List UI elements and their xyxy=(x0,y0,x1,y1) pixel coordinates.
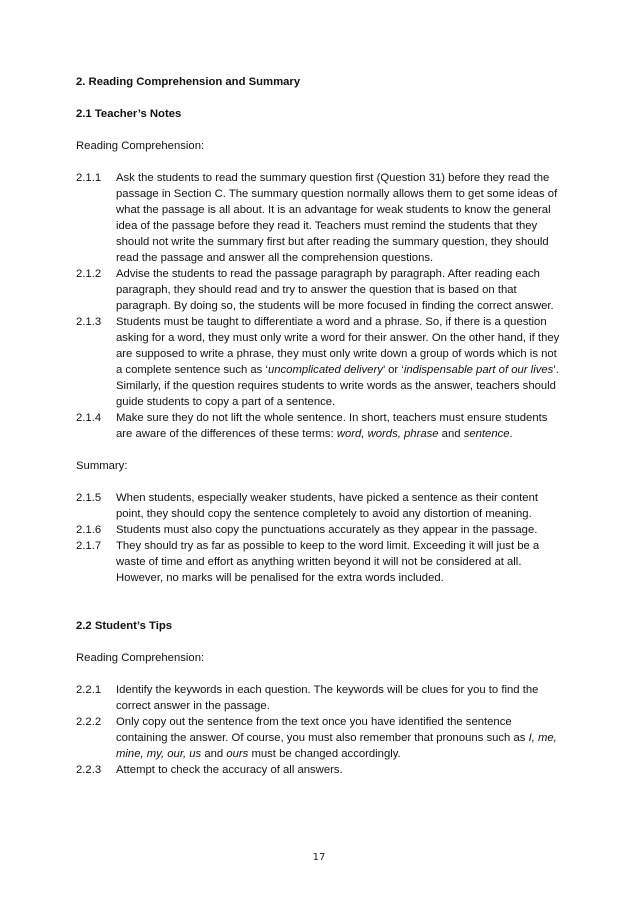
item-number: 2.1.4 xyxy=(76,412,102,424)
summary-label: Summary: xyxy=(76,460,128,472)
item-text: When students, especially weaker students, have picked a sentence as their content point, they should copy the sentence completely to avoid any distortion of meaning. xyxy=(116,492,538,520)
item-text: Ask the students to read the summary question first (Question 31) before they read the passage in Section C. The summary question normally allows them to get some ideas of what the passage is all about. It is an advantage for weak students to know the general idea of the passage before they read it. Teachers must remind the students that they should not write the summary first but after reading the summary question, they should read the passage and answer all the comprehension questions. xyxy=(116,172,558,264)
item-number: 2.1.5 xyxy=(76,492,102,504)
list-item xyxy=(76,522,566,538)
list-item xyxy=(76,714,566,762)
item-text: Identify the keywords in each question. The keywords will be clues for you to find the correct answer in the passage. xyxy=(116,684,539,712)
list-item xyxy=(76,170,566,266)
list-item xyxy=(76,314,566,410)
students-tips-title: 2.2 Student’s Tips xyxy=(76,620,173,632)
example-phrase: uncomplicated delivery xyxy=(267,364,383,376)
item-text: Attempt to check the accuracy of all answers. xyxy=(116,764,343,776)
item-text: Advise the students to read the passage paragraph by paragraph. After reading each paragraph, they should read and try to answer the question that is based on that paragraph. By doing so, the students will be more focused in finding the correct answer. xyxy=(116,268,554,312)
item-text: Only copy out the sentence from the text once you have identified the sentence containing the answer. Of course, you must also remember that pronouns such as I, me, mine, my, our, us and ours must be changed accordingly. xyxy=(116,716,557,760)
list-item xyxy=(76,490,566,522)
list-item xyxy=(76,538,566,586)
item-number: 2.1.1 xyxy=(76,172,102,184)
students-reading-label: Reading Comprehension: xyxy=(76,652,205,664)
item-text: They should try as far as possible to keep to the word limit. Exceeding it will just be a waste of time and effort as anything written beyond it will not be considered at all. However, no marks will be penalised for the extra words included. xyxy=(116,540,540,584)
teachers-notes-title: 2.1 Teacher’s Notes xyxy=(76,108,182,120)
term-list: word, words, phrase xyxy=(336,428,439,440)
page-content xyxy=(76,74,566,778)
page-number: 17 xyxy=(312,852,326,863)
item-number: 2.1.2 xyxy=(76,268,102,280)
item-number: 2.1.7 xyxy=(76,540,102,552)
pronoun-list: I, me, mine, my, our, us xyxy=(116,732,557,760)
pronoun-ours: ours xyxy=(226,748,249,760)
list-item xyxy=(76,266,566,314)
list-item xyxy=(76,682,566,714)
item-text: Make sure they do not lift the whole sentence. In short, teachers must ensure students are aware of the differences of these terms: word, words, phrase and sentence. xyxy=(116,412,548,440)
item-number: 2.2.2 xyxy=(76,716,102,728)
item-text: Students must be taught to differentiate a word and a phrase. So, if there is a question asking for a word, they must only write a word for their answer. On the other hand, if they are supposed to write a phrase, they must only write down a group of words which is not a complete sentence such as ‘uncomplicated delivery’ or ‘indispensable part of our lives’. Similarly, if the question requires students to write words as the answer, teachers should guide students to copy a part of a sentence. xyxy=(116,316,560,408)
item-number: 2.1.3 xyxy=(76,316,102,328)
item-number: 2.2.1 xyxy=(76,684,102,696)
item-number: 2.1.6 xyxy=(76,524,102,536)
item-number: 2.2.3 xyxy=(76,764,102,776)
list-item xyxy=(76,762,566,778)
list-item xyxy=(76,410,566,442)
term-sentence: sentence xyxy=(463,428,510,440)
teachers-reading-label: Reading Comprehension: xyxy=(76,140,205,152)
section-title: 2. Reading Comprehension and Summary xyxy=(76,76,301,88)
item-text: Students must also copy the punctuations accurately as they appear in the passage. xyxy=(116,524,538,536)
example-phrase: indispensable part of our lives xyxy=(403,364,554,376)
